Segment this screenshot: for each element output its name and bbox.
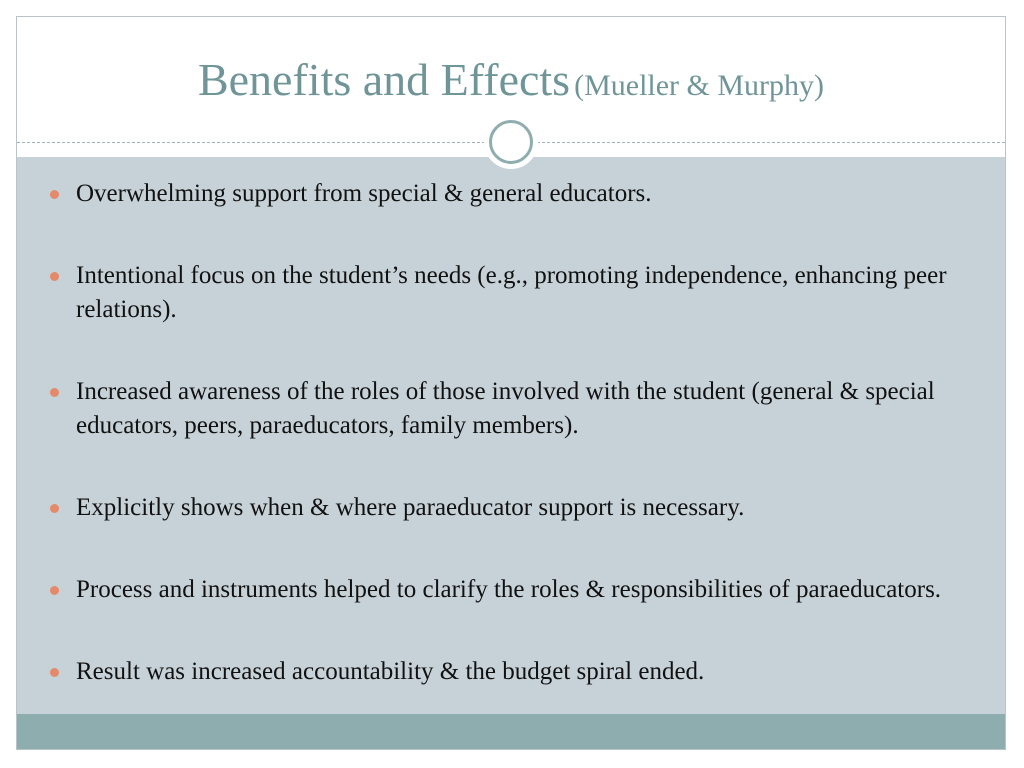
bullet-item: [47, 573, 987, 607]
bullet-dot-icon: [50, 504, 59, 513]
bullet-text: Result was increased accountability & the budget spiral ended.: [76, 658, 705, 685]
bullet-text: Increased awareness of the roles of those involved with the student (general & special educators, peers, paraeducators, family members).: [76, 378, 935, 439]
bullet-text: Overwhelming support from special & general educators.: [76, 180, 652, 207]
bullet-text: Explicitly shows when & where paraeducator support is necessary.: [76, 494, 745, 521]
bullet-dot-icon: [50, 388, 59, 397]
slide: [16, 16, 1006, 750]
footer-band: [17, 714, 1005, 749]
ornament-ring: [489, 120, 533, 164]
circle-ornament-icon: [484, 115, 538, 169]
slide-title: [17, 53, 1005, 106]
bullet-item: [47, 655, 987, 689]
bullet-item: [47, 259, 987, 327]
bullet-dot-icon: [50, 586, 59, 595]
bullet-dot-icon: [50, 668, 59, 677]
title-citation: (Mueller & Murphy): [574, 69, 825, 102]
bullet-item: [47, 375, 987, 443]
bullet-item: [47, 491, 987, 525]
bullet-dot-icon: [50, 190, 59, 199]
bullet-list: [47, 177, 987, 689]
bullet-dot-icon: [50, 272, 59, 281]
bullet-item: [47, 177, 987, 211]
bullet-text: Intentional focus on the student’s needs (e.g., promoting independence, enhancing peer relations).: [76, 262, 947, 323]
bullet-text: Process and instruments helped to clarify the roles & responsibilities of paraeducators.: [76, 576, 942, 603]
title-main: Benefits and Effects: [197, 54, 571, 105]
